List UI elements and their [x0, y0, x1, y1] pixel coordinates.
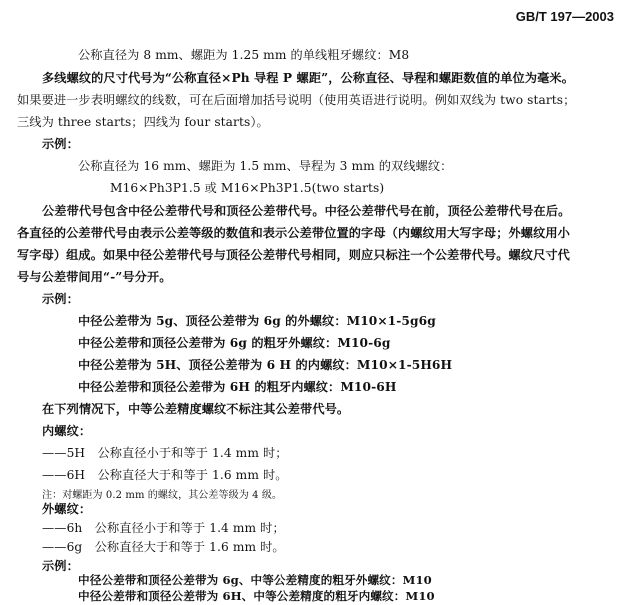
body-line: 公差带代号包含中径公差带代号和顶径公差带代号。中径公差带代号在前，顶径公差带代号在后。	[42, 204, 571, 218]
body-line: 写字母）组成。如果中径公差带代号与顶径公差带代号相同，则应只标注一个公差带代号。螺纹尺寸代	[17, 248, 570, 262]
body-line: 中径公差带和顶径公差带为 6H 的粗牙内螺纹：M10-6H	[78, 380, 397, 394]
body-line: 如果要进一步表明螺纹的线数，可在后面增加括号说明（使用英语进行说明。例如双线为 two starts；	[17, 93, 576, 107]
body-line: 各直径的公差带代号由表示公差等级的数值和表示公差带位置的字母（内螺纹用大写字母；外螺纹用小	[17, 226, 570, 240]
body-line: 中径公差带和顶径公差带为 6g、中等公差精度的粗牙外螺纹：M10	[78, 573, 432, 587]
body-line: 三线为 three starts；四线为 four starts）。	[17, 115, 269, 129]
body-line: 中径公差带为 5H、顶径公差带为 6 H 的内螺纹：M10×1-5H6H	[78, 358, 453, 372]
body-line: ——6H 公称直径大于和等于 1.6 mm 时。	[42, 468, 288, 482]
subheading: 外螺纹：	[42, 502, 92, 516]
body-line: ——6h 公称直径小于和等于 1.4 mm 时；	[42, 521, 285, 535]
example-heading: 示例：	[42, 292, 79, 306]
body-line: 中径公差带为 5g、顶径公差带为 6g 的外螺纹：M10×1-5g6g	[78, 314, 436, 328]
body-line: ——6g 公称直径大于和等于 1.6 mm 时。	[42, 540, 285, 554]
note-line: 注：对螺距为 0.2 mm 的螺纹，其公差等级为 4 级。	[42, 490, 283, 501]
body-line: 中径公差带和顶径公差带为 6H、中等公差精度的粗牙内螺纹：M10	[78, 589, 435, 603]
body-line: 在下列情况下，中等公差精度螺纹不标注其公差带代号。	[42, 402, 350, 416]
body-line: M16×Ph3P1.5 或 M16×Ph3P1.5(two starts)	[110, 181, 385, 195]
body-line: 多线螺纹的尺寸代号为“公称直径×Ph 导程 P 螺距”，公称直径、导程和螺距数值的单位为毫米。	[42, 71, 574, 85]
body-line: 号与公差带间用“-”号分开。	[17, 270, 172, 284]
body-line: 公称直径为 16 mm、螺距为 1.5 mm、导程为 3 mm 的双线螺纹：	[78, 159, 453, 173]
subheading: 内螺纹：	[42, 424, 92, 438]
example-heading: 示例：	[42, 137, 79, 151]
body-line: 中径公差带和顶径公差带为 6g 的粗牙外螺纹：M10-6g	[78, 336, 391, 350]
body-line: 公称直径为 8 mm、螺距为 1.25 mm 的单线粗牙螺纹：M8	[78, 48, 410, 62]
standard-number: GB/T 197—2003	[515, 9, 614, 24]
example-heading: 示例：	[42, 559, 79, 573]
body-line: ——5H 公称直径小于和等于 1.4 mm 时；	[42, 446, 288, 460]
